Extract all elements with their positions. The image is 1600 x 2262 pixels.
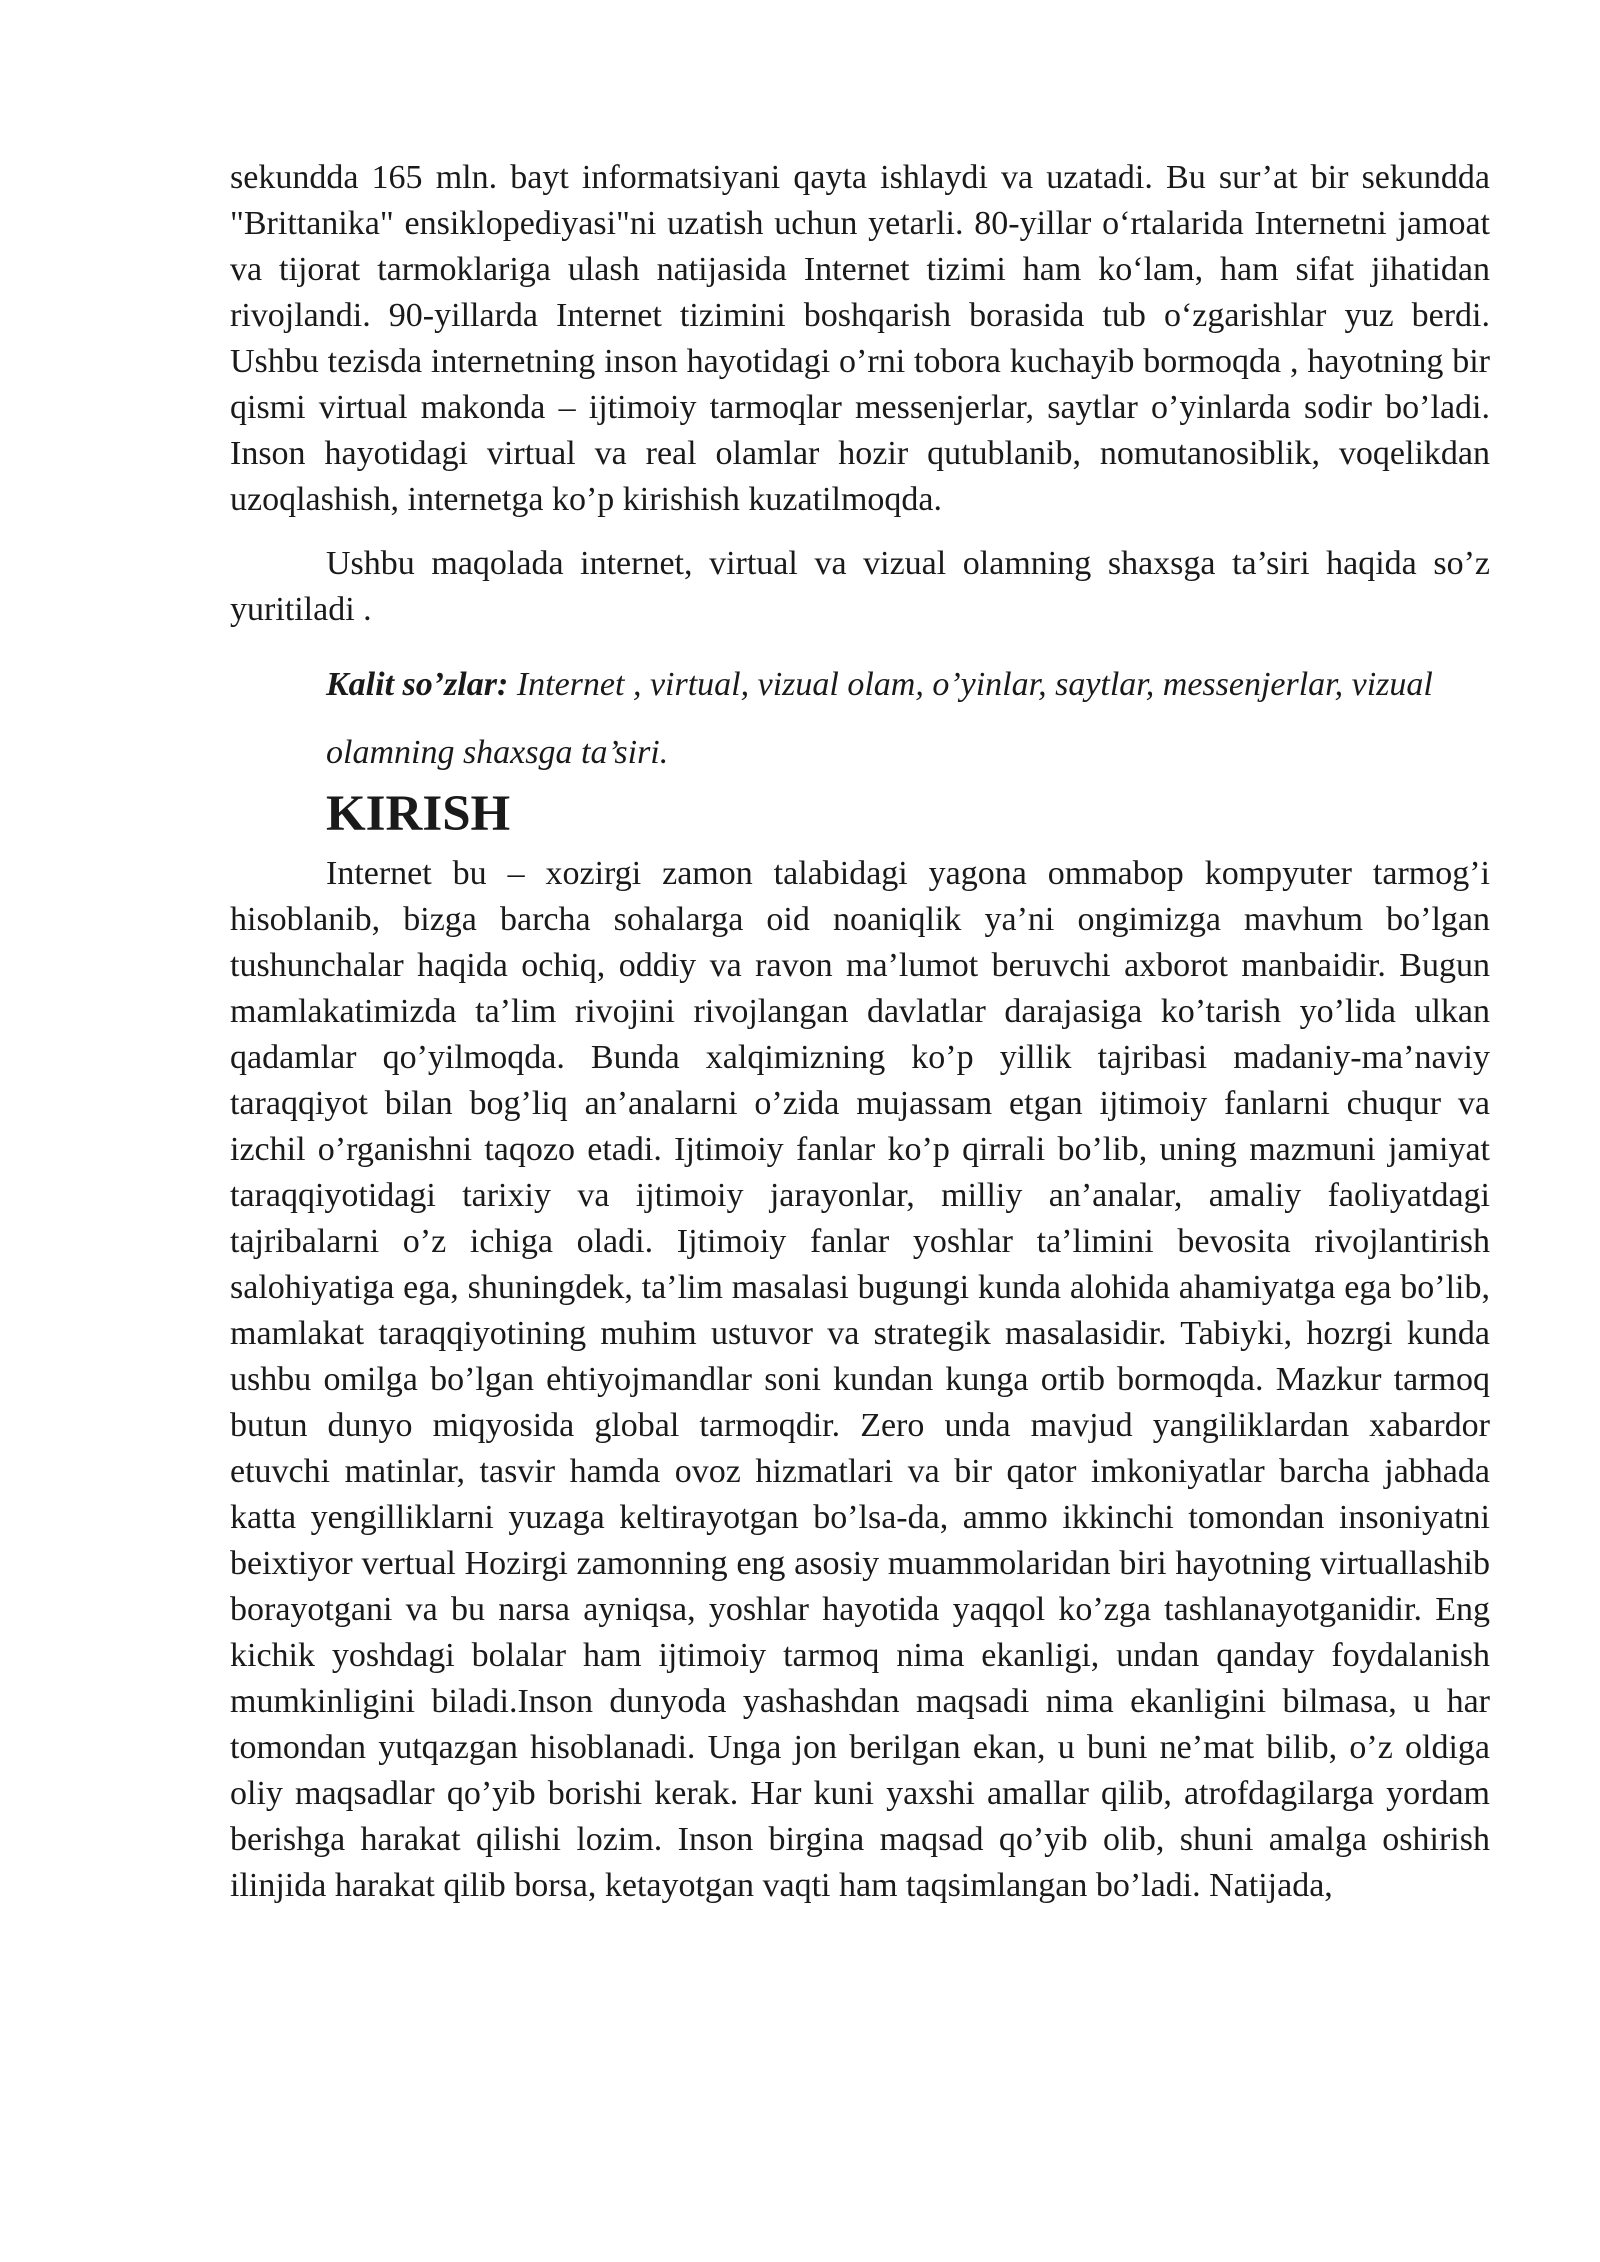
body-paragraph-introduction: Internet bu – xozirgi zamon talabidagi yagona ommabop kompyuter tarmog’i hisoblanib, bizga barcha sohalarga oid noaniqlik ya’ni ongimizga mavhum bo’lgan tushunchalar haqida ochiq, oddiy va ravon ma’lumot beruvchi axborot manbaidir. Bugun mamlakatimizda ta’lim rivojini rivojlangan davlatlar darajasiga ko’tarish yo’lida ulkan qadamlar qo’yilmoqda. Bunda xalqimizning ko’p yillik tajribasi madaniy-ma’naviy taraqqiyot bilan bog’liq an’analarni o’zida mujassam etgan ijtimoiy fanlarni chuqur va izchil o’rganishni taqozo etadi. Ijtimoiy fanlar ko’p qirrali bo’lib, uning mazmuni jamiyat taraqqiyotidagi tarixiy va ijtimoiy jarayonlar, milliy an’analar, amaliy faoliyatdagi tajribalarni o’z ichiga oladi. Ijtimoiy fanlar yoshlar ta’limini bevosita rivojlantirish salohiyatiga ega, shuningdek, ta’lim masalasi bugungi kunda alohida ahamiyatga ega bo’lib, mamlakat taraqqiyotining muhim ustuvor va strategik masalasidir. Tabiyki, hozrgi kunda ushbu omilga bo’lgan ehtiyojmandlar soni kundan kunga ortib bormoqda. Mazkur tarmoq butun dunyo miqyosida global tarmoqdir. Zero unda mavjud yangiliklardan xabardor etuvchi matinlar, tasvir hamda ovoz hizmatlari va bir qator imkoniyatlar barcha jabhada katta yengilliklarni yuzaga keltirayotgan bo’lsa-da, ammo ikkinchi tomondan insoniyatni beixtiyor vertual Hozirgi zamonning eng asosiy muammolaridan biri hayotning virtuallashib borayotgani va bu narsa ayniqsa, yoshlar hayotida yaqqol ko’zga tashlanayotganidir. Eng kichik yoshdagi bolalar ham ijtimoiy tarmoq nima ekanligi, undan qanday foydalanish mumkinligini biladi.Inson dunyoda yashashdan maqsadi nima ekanligini bilmasa, u har tomondan yutqazgan hisoblanadi. Unga jon berilgan ekan, u buni ne’mat bilib, o’z oldiga oliy maqsadlar qo’yib borishi kerak. Har kuni yaxshi amallar qilib, atrofdagilarga yordam berishga harakat qilishi lozim. Inson birgina maqsad qo’yib olib, shuni amalga oshirish ilinjida harakat qilib borsa, ketayotgan vaqti ham taqsimlangan bo’ladi. Natijada, [230,855,1490,1904]
section-heading-kirish: KIRISH [326,786,511,842]
body-paragraph-intro: sekundda 165 mln. bayt informatsiyani qayta ishlaydi va uzatadi. Bu sur’at bir sekundda "Brittanika" ensiklopediyasi"ni uzatish uchun yetarli. 80-yillar o‘rtalarida Internetni jamoat va tijorat tarmoklariga ulash natijasida Internet tizimi ham ko‘lam, ham sifat jihatidan rivojlandi. 90-yillarda Internet tizimini boshqarish borasida tub o‘zgarishlar yuz berdi. Ushbu tezisda internetning inson hayotidagi o’rni tobora kuchayib bormoqda , hayotning bir qismi virtual makonda – ijtimoiy tarmoqlar messenjerlar, saytlar o’yinlarda sodir bo’ladi. Inson hayotidagi virtual va real olamlar hozir qutublanib, nomutanosiblik, voqelikdan uzoqlashish, internetga ko’p kirishish kuzatilmoqda. [230,159,1490,518]
keywords-block [230,651,1490,787]
keywords-text: Internet , virtual, vizual olam, o’yinlar, saytlar, messenjerlar, vizual olamning shaxsga ta’siri. [326,666,1433,771]
body-paragraph-abstract: Ushbu maqolada internet, virtual va vizual olamning shaxsga ta’siri haqida so’z yuritiladi . [230,545,1490,628]
document-body [230,155,1490,1909]
keywords-label: Kalit so’zlar: [326,666,509,703]
